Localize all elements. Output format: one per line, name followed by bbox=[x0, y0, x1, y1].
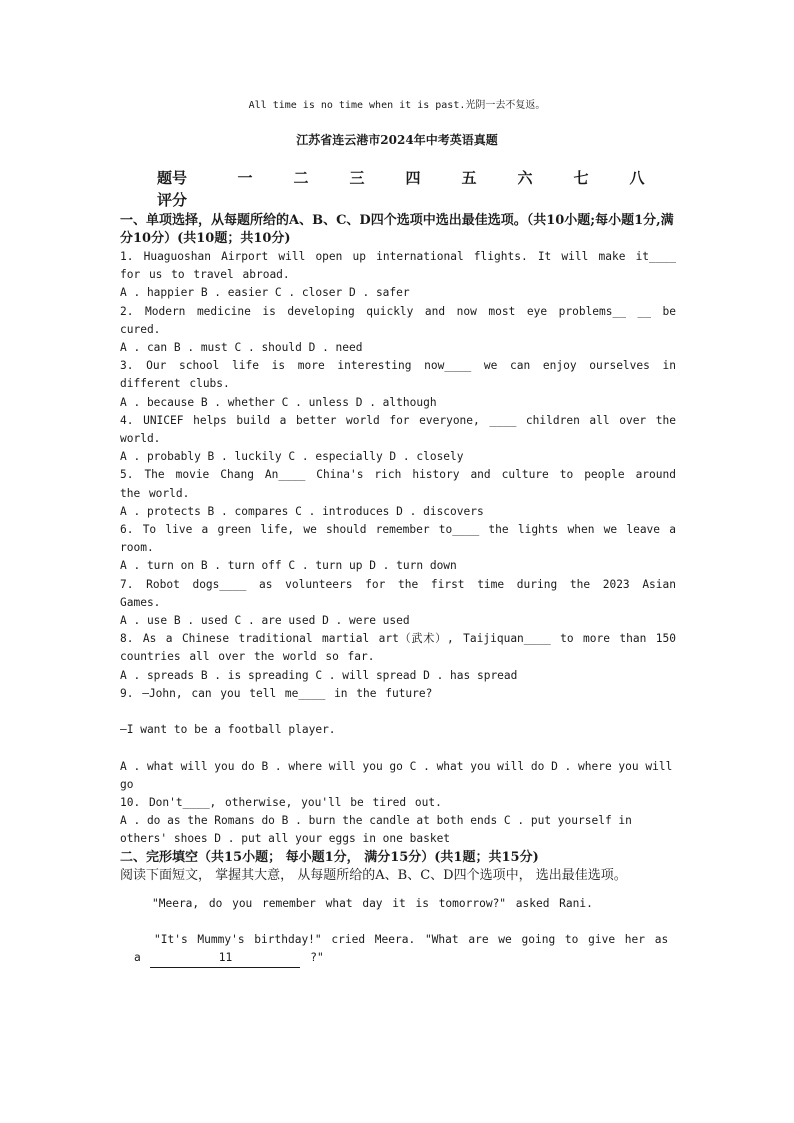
question-5-options: A . protects B . compares C . introduces D . discovers bbox=[120, 504, 484, 518]
section1-heading: 一、单项选择，从每题所给的A、B、C、D四个选项中选出最佳选项。（共10小题;每小题1分,满分10分）(共10题；共10分) bbox=[120, 213, 674, 246]
score-table bbox=[157, 166, 677, 210]
section2-instruction: 阅读下面短文， 掌握其大意， 从每题所给的A、B、C、D四个选项中， 选出最佳选项。 bbox=[120, 867, 627, 883]
question-1-options: A . happier B . easier C . closer D . safer bbox=[120, 286, 410, 300]
question-7-options: A . use B . used C . are used D . were used bbox=[120, 614, 410, 628]
question-2-options: A . can B . must C . should D . need bbox=[120, 341, 363, 355]
question-10-options: A . do as the Romans do B . burn the candle at both ends C . put yourself in others' shoes D . put all your eggs in one basket bbox=[120, 814, 632, 846]
exam-title: 江苏省连云港市2024年中考英语真题 bbox=[296, 133, 498, 147]
cloze-blank-11: 11 bbox=[150, 949, 300, 968]
passage-paragraph-2 bbox=[120, 931, 676, 968]
question-3: 3. Our school life is more interesting now____ we can enjoy ourselves in different clubs. bbox=[120, 359, 676, 391]
column-6: 六 bbox=[517, 168, 533, 187]
question-3-options: A . because B . whether C . unless D . although bbox=[120, 395, 437, 409]
question-8-options: A . spreads B . is spreading C . will spread D . has spread bbox=[120, 668, 518, 682]
question-6-options: A . turn on B . turn off C . turn up D . turn down bbox=[120, 559, 457, 573]
question-9: 9. —John, can you tell me____ in the future? bbox=[120, 686, 433, 700]
column-4: 四 bbox=[405, 168, 421, 187]
score-table-header-row bbox=[157, 166, 677, 188]
header-motto: All time is no time when it is past.光阴一去不复返。 bbox=[248, 100, 546, 111]
column-7: 七 bbox=[573, 168, 589, 187]
column-1: 一 bbox=[237, 168, 253, 187]
score-table-score-row bbox=[157, 188, 677, 210]
passage-paragraph-2-end: ?" bbox=[300, 951, 324, 965]
question-9-answer: —I want to be a football player. bbox=[120, 723, 336, 737]
spacer bbox=[120, 703, 676, 721]
column-2: 二 bbox=[293, 168, 309, 187]
question-7: 7. Robot dogs____ as volunteers for the first time during the 2023 Asian Games. bbox=[120, 577, 676, 609]
passage-paragraph-2-text: "It's Mummy's birthday!" cried Meera. "What are we going to give her as a bbox=[134, 932, 669, 965]
question-number-label: 题号 bbox=[157, 168, 188, 187]
score-label: 评分 bbox=[157, 190, 188, 209]
passage-paragraph-1: "Meera, do you remember what day it is tomorrow?" asked Rani. bbox=[152, 896, 593, 910]
question-6: 6. To live a green life, we should remember to____ the lights when we leave a room. bbox=[120, 523, 676, 555]
question-5: 5. The movie Chang An____ China's rich history and culture to people around the world. bbox=[120, 468, 676, 500]
column-8: 八 bbox=[629, 168, 645, 187]
question-2: 2. Modern medicine is developing quickly and now most eye problems__ __ be cured. bbox=[120, 304, 676, 336]
question-4: 4. UNICEF helps build a better world for everyone, ____ children all over the world. bbox=[120, 413, 676, 446]
exam-content bbox=[120, 212, 676, 979]
question-9-options: A . what will you do B . where will you go C . what you will do D . where you will go bbox=[120, 759, 673, 791]
question-1: 1. Huaguoshan Airport will open up international flights. It will make it____ for us to travel abroad. bbox=[120, 250, 676, 282]
spacer bbox=[120, 739, 676, 757]
question-4-options: A . probably B . luckily C . especially D . closely bbox=[120, 450, 464, 464]
section2-heading: 二、完形填空（共15小题； 每小题1分， 满分15分）(共1题；共15分) bbox=[120, 849, 539, 865]
column-5: 五 bbox=[461, 168, 477, 187]
column-3: 三 bbox=[349, 168, 365, 187]
question-8: 8. As a Chinese traditional martial art（武术）, Taijiquan____ to more than 150 countries all over the world so far. bbox=[120, 632, 676, 664]
question-10: 10. Don't____, otherwise, you'll be tired out. bbox=[120, 796, 442, 810]
